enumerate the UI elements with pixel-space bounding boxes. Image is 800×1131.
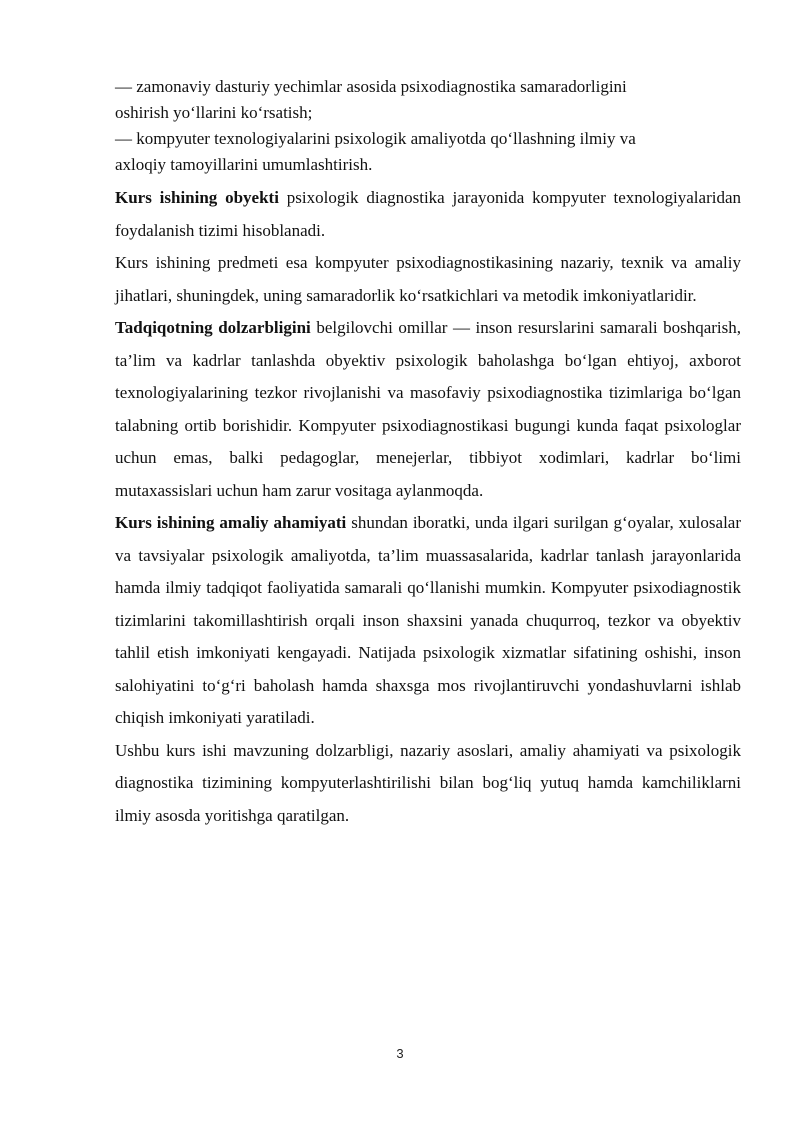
bullet-line-1: — zamonaviy dasturiy yechimlar asosida psixodiagnostika samaradorligini — [115, 77, 627, 96]
conclusion-text: Ushbu kurs ishi mavzuning dolzarbligi, nazariy asoslari, amaliy ahamiyati va psixologik diagnostika tizimining kompyuterlashtirilishi bilan bog‘liq yutuq hamda kamchiliklarni ilmiy asosda yoritishga qaratilgan. — [115, 740, 741, 825]
bullet-line-4: axloqiy tamoyillarini umumlashtirish. — [115, 155, 373, 174]
relevance-text: belgilovchi omillar — inson resurslarini samarali boshqarish, ta’lim va kadrlar tanlashda obyektiv psixologik baholashga bo‘lgan ehtiyoj, axborot texnologiyalarining tezkor rivojlanishi va masofaviy psixodiagnostika tizimlariga bo‘lgan talabning ortib borishidir. Kompyuter psixodiagnostikasi bugungi kunda faqat psixologlar uchun emas, balki pedagoglar, menejerlar, tibbiyot xodimlari, kadrlar bo‘limi mutaxassislari uchun ham zarur vositaga aylanmoqda. — [115, 318, 741, 500]
page-number: 3 — [396, 1046, 404, 1061]
relevance-paragraph — [115, 312, 741, 507]
practical-text: shundan iboratki, unda ilgari surilgan g‘oyalar, xulosalar va tavsiyalar psixologik amaliyotda, ta’lim muassasalarida, kadrlar tanlash jarayonlarida hamda ilmiy tadqiqot faoliyatida samarali qo‘llanishi mumkin. Kompyuter psixodiagnostik tizimlarini takomillashtirish orqali inson shaxsini yanada chuqurroq, tezkor va obyektiv tahlil etish imkoniyati kengayadi. Natijada psixologik xizmatlar sifatining oshishi, inson salohiyatini to‘g‘ri baholash hamda shaxsga mos rivojlantiruvchi yondashuvlarni ishlab chiqish imkoniyati yaratiladi. — [115, 513, 742, 727]
object-paragraph — [115, 182, 741, 247]
bullet-line-2: oshirish yo‘llarini ko‘rsatish; — [115, 103, 313, 122]
subject-paragraph — [115, 247, 741, 312]
conclusion-paragraph — [115, 735, 741, 833]
practical-heading: Kurs ishining amaliy ahamiyati — [115, 513, 347, 532]
object-text: psixologik diagnostika jarayonida kompyuter texnologiyalaridan foydalanish tizimi hisoblanadi. — [115, 188, 741, 240]
bullet-line-3: — kompyuter texnologiyalarini psixologik amaliyotda qo‘llashning ilmiy va — [115, 129, 636, 148]
practical-paragraph — [115, 507, 741, 735]
document-body — [115, 74, 741, 832]
object-heading: Kurs ishining obyekti — [115, 188, 279, 207]
relevance-heading: Tadqiqotning dolzarbligini — [115, 318, 311, 337]
subject-text: Kurs ishining predmeti esa kompyuter psixodiagnostikasining nazariy, texnik va amaliy jihatlari, shuningdek, uning samaradorlik ko‘rsatkichlari va metodik imkoniyatlaridir. — [115, 253, 741, 305]
